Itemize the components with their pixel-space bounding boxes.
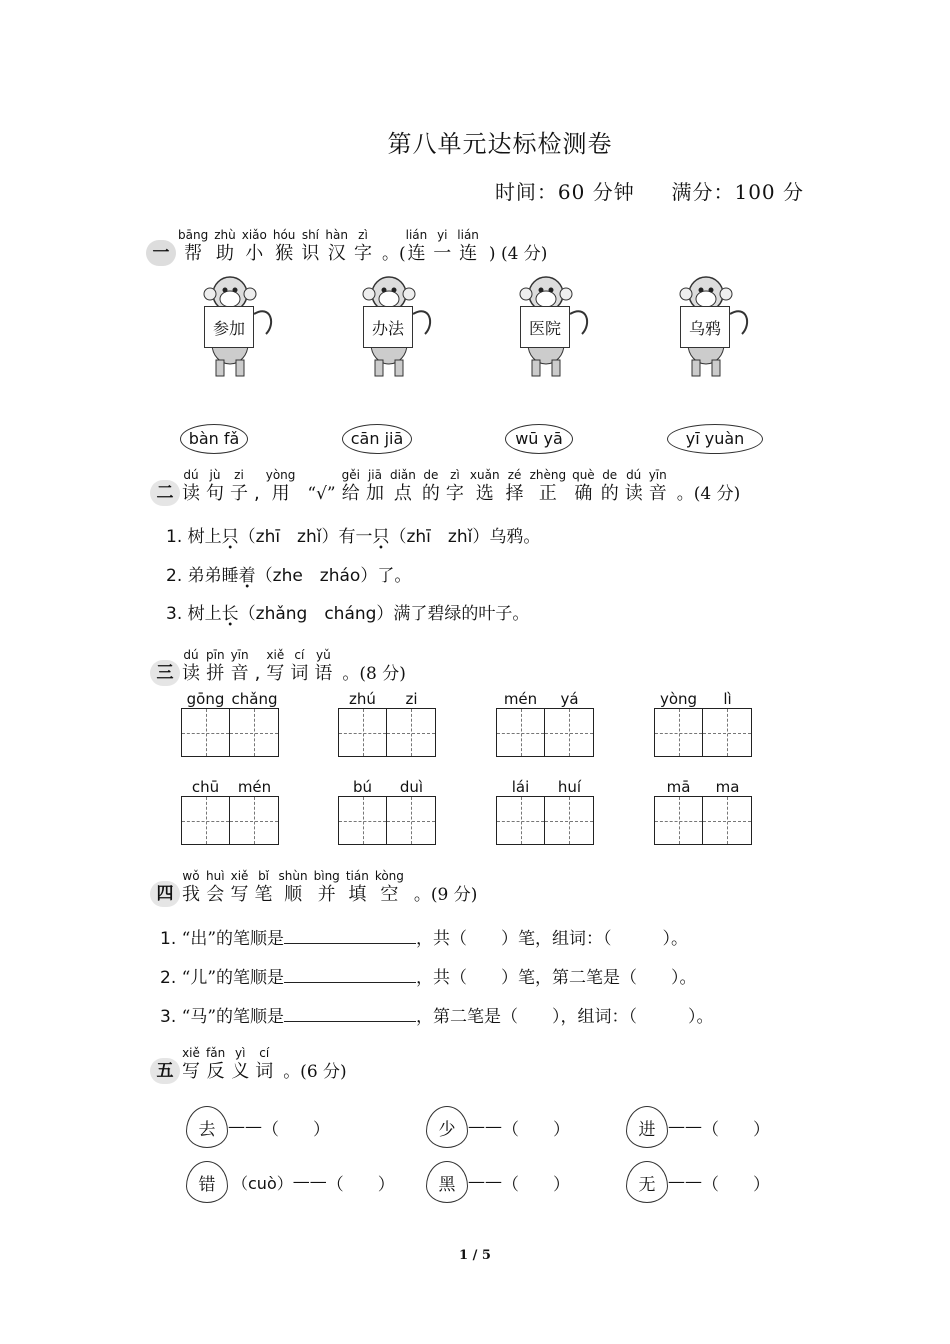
pinyin-oval[interactable]: wū yā	[505, 424, 573, 454]
peach-icon: 进	[626, 1106, 668, 1148]
time-limit: 时间：60 分钟	[494, 180, 635, 204]
pinyin-grid: bú duì	[338, 778, 436, 845]
writing-box[interactable]	[545, 708, 594, 757]
writing-box[interactable]	[181, 796, 230, 845]
peach-icon: 无	[626, 1161, 668, 1203]
pinyin-oval[interactable]: yī yuàn	[667, 424, 763, 454]
antonym-item: 少 —— （ ）	[426, 1106, 570, 1148]
answer-blank[interactable]	[284, 927, 416, 944]
section-4-heading: 四 wǒ 我 huì 会 xiě 写 bǐ 笔 shùn 顺 bìng 并 tián 填 kòng 空 。(9 分)	[150, 869, 477, 907]
full-score: 满分：100 分	[671, 180, 804, 204]
writing-box[interactable]	[703, 708, 752, 757]
word-sign: 参加	[204, 306, 254, 348]
exam-meta	[495, 176, 804, 205]
answer-paren[interactable]: （ ）	[262, 1119, 330, 1140]
monkey-card-2	[355, 274, 435, 382]
peach-icon: 去	[186, 1106, 228, 1148]
section-3-heading: 三 dú 读 pīn 拼 yīn 音 , xiě 写 cí 词 yǔ 语 。(8 分)	[150, 648, 406, 686]
section-badge: 五	[150, 1058, 180, 1084]
writing-box[interactable]	[545, 796, 594, 845]
antonym-item: 无 —— （ ）	[626, 1161, 770, 1203]
section-badge: 一	[146, 240, 176, 266]
word-sign: 办法	[363, 306, 413, 348]
page-number: 1 / 5	[459, 1248, 491, 1263]
pinyin-grid: yòng lì	[654, 690, 752, 757]
word-sign: 医院	[520, 306, 570, 348]
question-item: 1. 树上只（zhī zhǐ）有一只（zhī zhǐ）乌鸦。	[166, 527, 541, 547]
page-title: 第八单元达标检测卷	[387, 130, 613, 158]
answer-paren[interactable]: （ ）	[702, 1119, 770, 1140]
question-item: 1. “出”的笔顺是 ，共（ ）笔，组词：（ ）。	[160, 929, 689, 949]
writing-box[interactable]	[181, 708, 230, 757]
peach-icon: 黑	[426, 1161, 468, 1203]
writing-box[interactable]	[230, 708, 279, 757]
pinyin-grid: lái huí	[496, 778, 594, 845]
writing-box[interactable]	[654, 708, 703, 757]
answer-paren[interactable]: （ ）	[326, 1174, 395, 1195]
word-sign: 乌鸦	[680, 306, 730, 348]
pinyin-oval[interactable]: bàn fǎ	[180, 424, 248, 454]
pinyin-grid: zhú zi	[338, 690, 436, 757]
section-2-heading: 二 dú 读 jù 句 zi 子 , yòng 用 “√” gěi 给 jiā 加 diǎn 点 de 的 zì 字 xuǎn 选 zé 择 zhèng 正 què 确 de 的 dú 读 yīn 音 。(4 分)	[150, 468, 740, 506]
writing-box[interactable]	[496, 708, 545, 757]
antonym-item: 黑 —— （ ）	[426, 1161, 570, 1203]
section-badge: 三	[150, 660, 180, 686]
monkey-card-1	[196, 274, 276, 382]
writing-box[interactable]	[387, 796, 436, 845]
antonym-item: 错 （cuò） —— （ ）	[186, 1161, 395, 1203]
pinyin-grid: mén yá	[496, 690, 594, 757]
question-item: 2. 弟弟睡着（zhe zháo）了。	[166, 566, 412, 586]
antonym-item: 去 —— （ ）	[186, 1106, 330, 1148]
answer-blank[interactable]	[284, 966, 416, 983]
writing-box[interactable]	[338, 708, 387, 757]
section-badge: 四	[150, 881, 180, 907]
peach-icon: 错	[186, 1161, 228, 1203]
question-item: 3. “马”的笔顺是 ，第二笔是（ ），组词：（ ）。	[160, 1007, 714, 1027]
writing-box[interactable]	[654, 796, 703, 845]
monkey-card-4	[672, 274, 752, 382]
peach-icon: 少	[426, 1106, 468, 1148]
section-badge: 二	[150, 480, 180, 506]
answer-paren[interactable]: （ ）	[502, 1119, 570, 1140]
antonym-item: 进 —— （ ）	[626, 1106, 770, 1148]
writing-box[interactable]	[230, 796, 279, 845]
answer-paren[interactable]: （ ）	[502, 1174, 570, 1195]
question-item: 2. “儿”的笔顺是 ，共（ ）笔，第二笔是（ ）。	[160, 968, 697, 988]
section-1-heading: 一 bāng 帮 zhù 助 xiǎo 小 hóu 猴 shí 识 hàn 汉 zì 字 。( lián 连 yi 一 lián 连 ) (4 分)	[146, 228, 547, 266]
section-5-heading: 五 xiě 写 fǎn 反 yì 义 cí 词 。(6 分)	[150, 1046, 347, 1084]
pinyin-grid: chū mén	[181, 778, 279, 845]
writing-box[interactable]	[496, 796, 545, 845]
question-item: 3. 树上长（zhǎng cháng）满了碧绿的叶子。	[166, 604, 530, 624]
pinyin-oval[interactable]: cān jiā	[342, 424, 412, 454]
monkey-card-3	[512, 274, 592, 382]
pinyin-grid: mā ma	[654, 778, 752, 845]
writing-box[interactable]	[387, 708, 436, 757]
pinyin-grid: gōng chǎng	[181, 690, 279, 757]
writing-box[interactable]	[703, 796, 752, 845]
answer-paren[interactable]: （ ）	[702, 1174, 770, 1195]
writing-box[interactable]	[338, 796, 387, 845]
answer-blank[interactable]	[284, 1005, 416, 1022]
